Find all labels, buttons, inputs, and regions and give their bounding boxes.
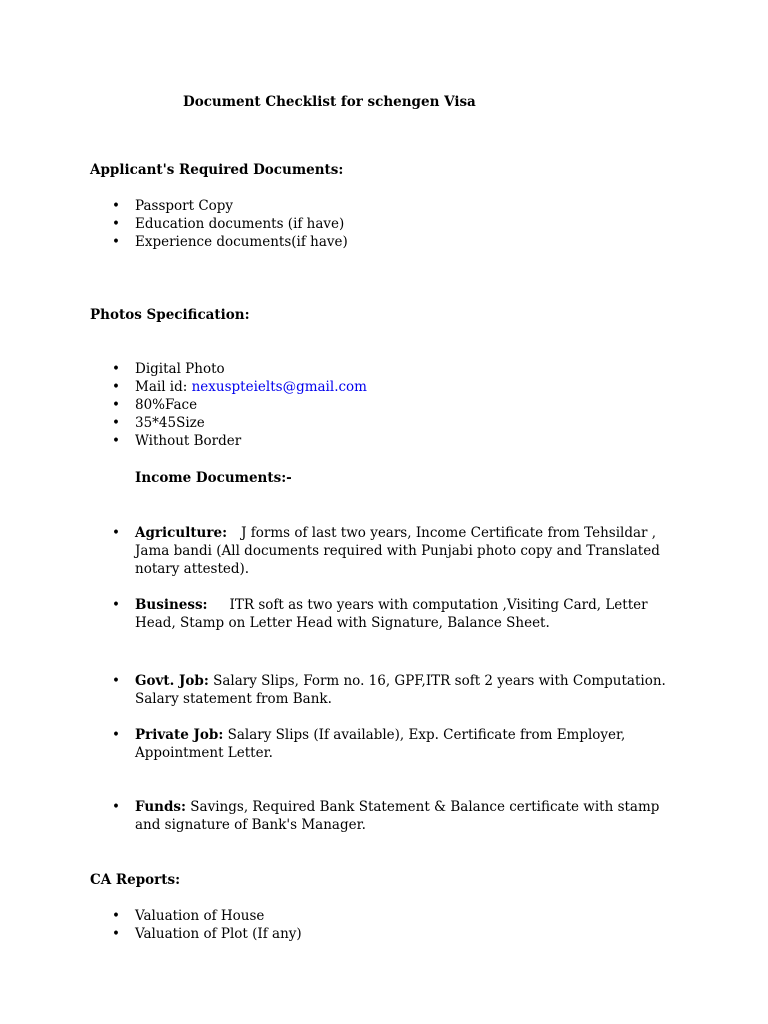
list-item: • Valuation of House — [90, 907, 302, 925]
applicant-list — [90, 197, 348, 251]
govt-job-text: Salary Slips, Form no. 16, GPF,ITR soft 2 years with Computation. Salary statement from Bank. — [135, 673, 666, 707]
govt-job-label: Govt. Job: — [135, 673, 209, 689]
list-item: • Valuation of Plot (If any) — [90, 925, 302, 943]
ca-heading: CA Reports: — [90, 872, 181, 888]
list-item: • 80%Face — [90, 396, 367, 414]
list-item: • Passport Copy — [90, 197, 348, 215]
ca-list — [90, 907, 302, 943]
list-item: • Without Border — [90, 432, 367, 450]
list-item: • Digital Photo — [90, 360, 367, 378]
private-job-label: Private Job: — [135, 727, 224, 743]
mail-label: Mail id: — [135, 379, 192, 395]
agriculture-label: Agriculture: — [135, 525, 228, 541]
list-item: • Education documents (if have) — [90, 215, 348, 233]
funds-label: Funds: — [135, 799, 187, 815]
list-item — [90, 524, 690, 578]
list-item — [90, 726, 690, 762]
list-item: • Experience documents(if have) — [90, 233, 348, 251]
business-label: Business: — [135, 597, 208, 613]
applicant-heading: Applicant's Required Documents: — [90, 162, 344, 178]
income-heading: Income Documents:- — [135, 470, 292, 486]
list-item: • 35*45Size — [90, 414, 367, 432]
list-item — [90, 672, 690, 708]
business-text: ITR soft as two years with computation ,Visiting Card, Letter Head, Stamp on Letter Head with Signature, Balance Sheet. — [135, 597, 648, 631]
private-job-text: Salary Slips (If available), Exp. Certificate from Employer, Appointment Letter. — [135, 727, 626, 761]
funds-list — [90, 798, 690, 834]
funds-text-line2: and signature of Bank's Manager. — [135, 817, 366, 833]
photos-list — [90, 360, 367, 450]
list-item — [90, 596, 690, 632]
page-title: Document Checklist for schengen Visa — [183, 94, 476, 110]
list-item — [90, 798, 690, 834]
agriculture-text: J forms of last two years, Income Certificate from Tehsildar , Jama bandi (All documents required with Punjabi photo copy and Translated notary attested). — [135, 525, 660, 577]
funds-text-line1: Savings, Required Bank Statement & Balance certificate with stamp — [186, 799, 660, 815]
list-item — [90, 378, 367, 396]
govt-job-list — [90, 672, 690, 708]
agriculture-list — [90, 524, 690, 578]
email-link[interactable]: nexuspteielts@gmail.com — [191, 379, 367, 395]
photos-heading: Photos Specification: — [90, 307, 250, 323]
private-job-list — [90, 726, 690, 762]
business-list — [90, 596, 690, 632]
